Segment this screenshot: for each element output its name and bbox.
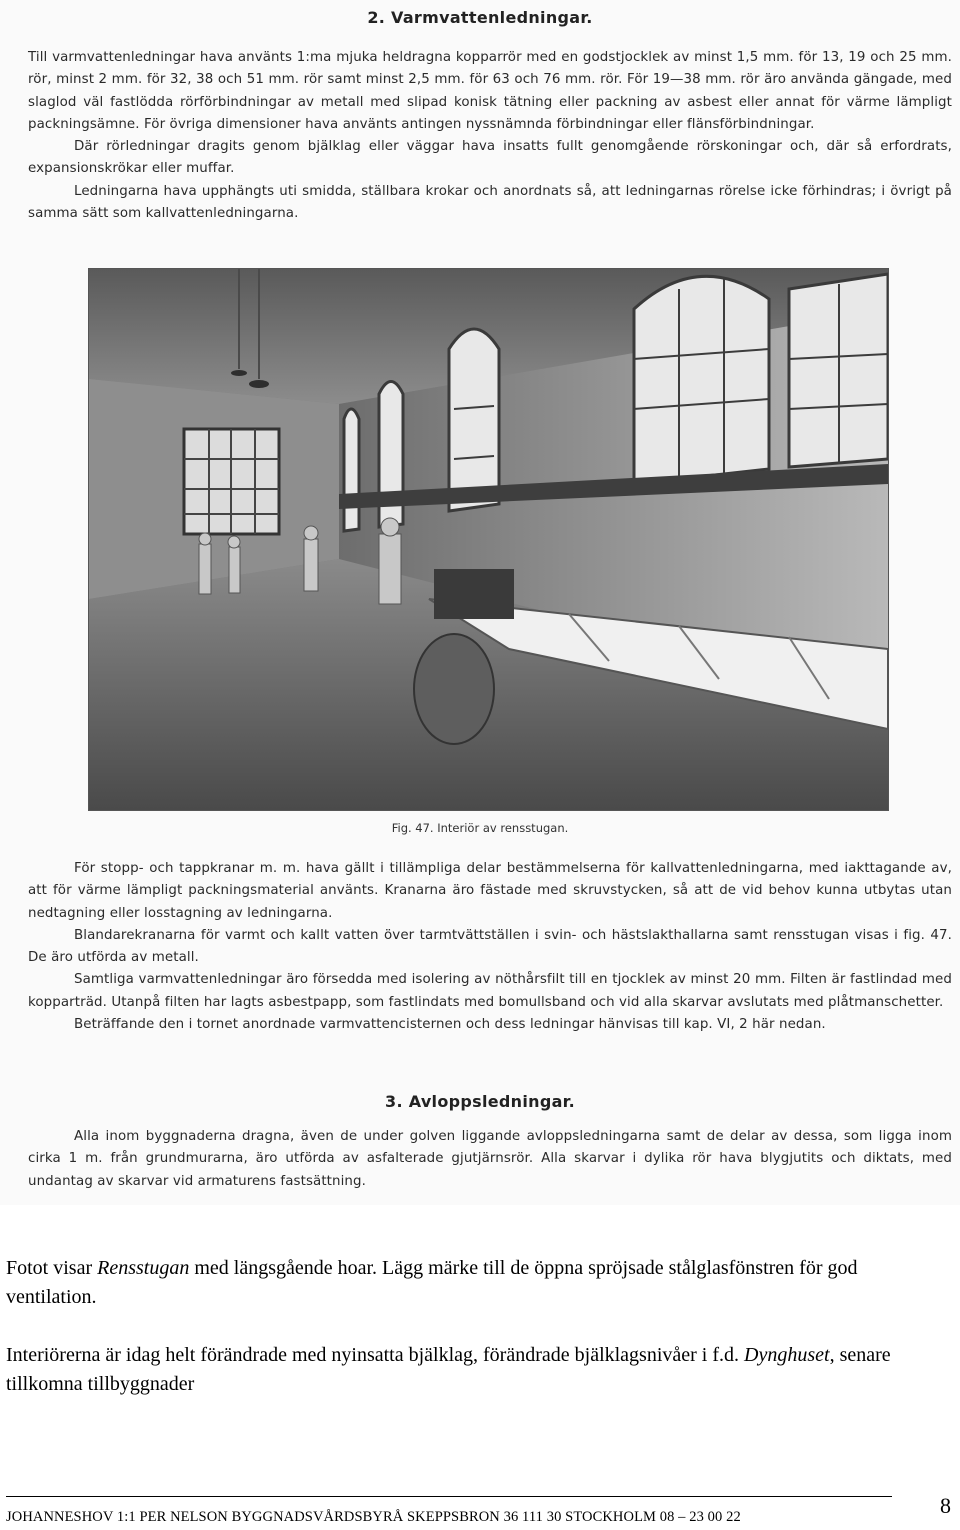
paragraph-line: Ledningarna hava upphängts uti smidda, ställbara krokar och anordnats så, att ledningarnas rörelse icke förhindras; i övrigt på samma sätt som kallvattenledningarna.: [28, 183, 952, 222]
note-text: Fotot visar: [6, 1257, 98, 1279]
paragraph-line: Beträffande den i tornet anordnade varmvattencisternen och dess ledningar hänvisas till kap. VI, 2 här nedan.: [74, 1017, 826, 1033]
paragraph-varmvatten: [28, 47, 952, 225]
note-foto: [6, 1254, 946, 1312]
note-text: , senare tillkomna tillbyggnader: [6, 1344, 891, 1395]
paragraph-avlopp: [28, 1126, 952, 1193]
photo-rensstugan: [88, 268, 889, 811]
paragraph-line: Till varmvattenledningar hava använts 1:ma mjuka heldragna kopparrör med en godstjocklek av minst 1,5 mm. för 13, 19 och 25 mm. rör, minst 2 mm. för 32, 38 och 51 mm. rör samt minst 2,5 mm. för 63 och 76 mm. rör. För 19—38 mm. rör äro använda gängade, med slaglod väl fastlödda rörförbindningar av metall med slipad konisk tätning eller packning av asbest eller annat för värme lämpligt packningsämne. För övriga dimensioner hava använts antingen nyssnämnda förbindningar eller flänsförbindningar.: [28, 50, 952, 132]
note-text: med längsgående hoar. Lägg märke till de öppna spröjsade stålglasfönstren för god ventilation.: [6, 1257, 858, 1308]
page-number: 8: [940, 1493, 951, 1518]
paragraph-line: Alla inom byggnaderna dragna, även de under golven liggande avloppsledningarna samt de delar av dessa, som ligga inom cirka 1 m. från grundmurarna, äro utförda av asfalterade gjutjärnsrör. Alla skarvar i dylika rör hava blygjutits och diktats, med undantag av skarvar vid armaturens fastsättning.: [28, 1129, 952, 1189]
paragraph-line: Blandarekranarna för varmt och kallt vatten över tarmtvättställen i svin- och hästslakthallarna samt rensstugan visas i fig. 47. De äro utförda av metall.: [28, 927, 952, 966]
paragraph-line: Samtliga varmvattenledningar äro försedda med isolering av nöthårsfilt till en tjocklek av minst 20 mm. Filten är fastlindad med kopparträd. Utanpå filten har lagts asbestpapp, som fastlindats med bomullsband och vid alla skarvar avslutats med plåtmanschetter.: [28, 972, 952, 1010]
note-emphasis-dynghuset: Dynghuset: [744, 1344, 830, 1366]
paragraph-kranar: [28, 858, 952, 1036]
note-emphasis-rensstugan: Rensstugan: [97, 1257, 190, 1279]
paragraph-line: För stopp- och tappkranar m. m. hava gällt i tillämpliga delar bestämmelserna för kallvattenledningarna, med iakttagande av, att för värme lämpligt packningsmaterial använts. Kranarna äro fästade med skruvstycken, så att de vid behov kunna utbytas utan nedtagning eller losstagning av ledningarna.: [28, 861, 952, 921]
section-heading-avlopp: 3. Avloppsledningar.: [385, 1092, 575, 1111]
figure-caption: Fig. 47. Interiör av rensstugan.: [391, 821, 569, 835]
footer-divider: [6, 1496, 892, 1497]
footer-text: JOHANNESHOV 1:1 PER NELSON BYGGNADSVÅRDSBYRÅ SKEPPSBRON 36 111 30 STOCKHOLM 08 – 23 00 22: [6, 1509, 741, 1525]
note-interiorer: [6, 1341, 946, 1399]
section-heading-varmvatten: 2. Varmvattenledningar.: [367, 8, 593, 27]
photo-illustration: [89, 269, 888, 810]
paragraph-line: Där rörledningar dragits genom bjälklag eller väggar hava insatts fullt genomgående rörskoningar och, där så erfordrats, expansionskrökar eller muffar.: [28, 139, 952, 177]
note-text: Interiörerna är idag helt förändrade med nyinsatta bjälklag, förändrade bjälklagsnivåer i f.d.: [6, 1344, 745, 1366]
